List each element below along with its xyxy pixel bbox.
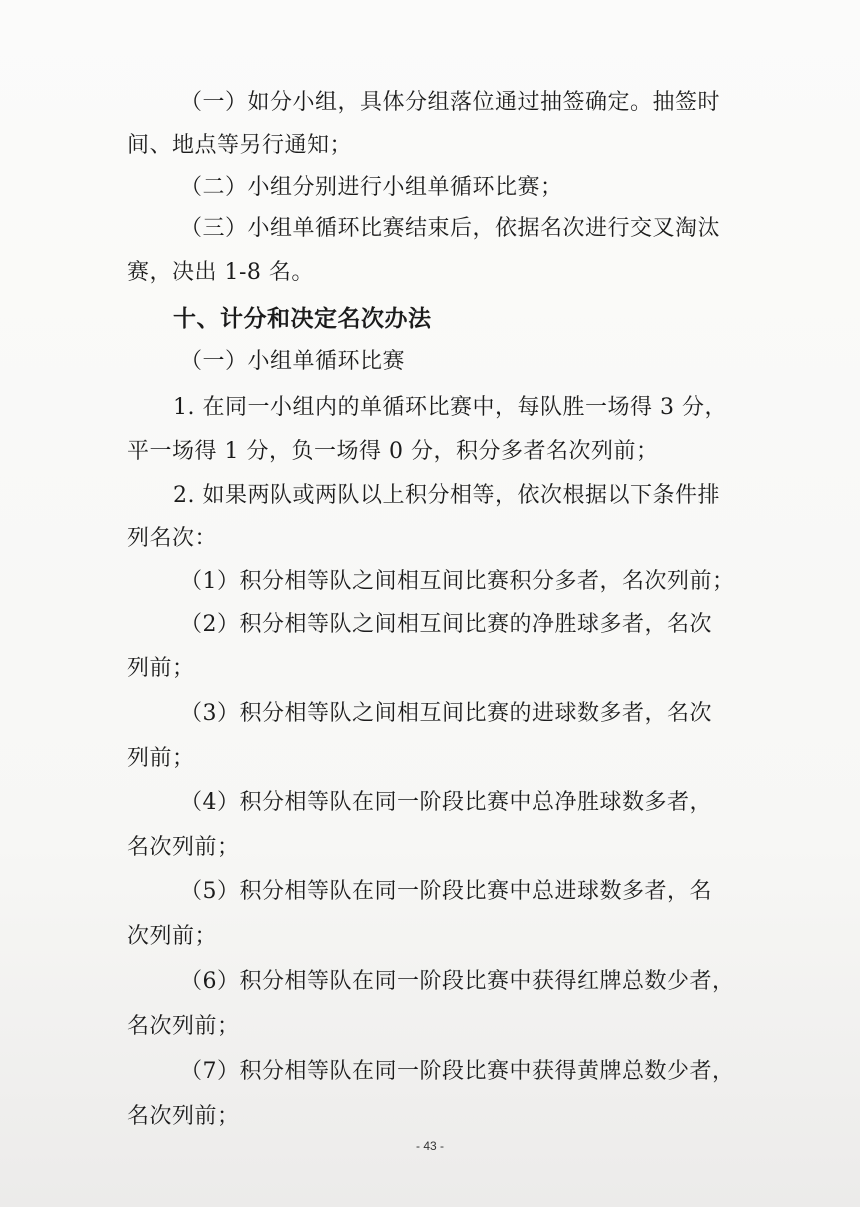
text-line: 2. 如果两队或两队以上积分相等，依次根据以下条件排	[173, 483, 720, 508]
text-line: 赛，决出 1-8 名。	[127, 260, 314, 285]
text-line: （3）积分相等队之间相互间比赛的进球数多者，名次	[180, 701, 712, 726]
text-line: 名次列前；	[127, 1104, 240, 1129]
text-line: （2）积分相等队之间相互间比赛的净胜球多者，名次	[180, 612, 712, 637]
text-line: （5）积分相等队在同一阶段比赛中总进球数多者，名	[180, 879, 712, 904]
subsection-heading: （一）小组单循环比赛	[180, 349, 406, 374]
page-number: - 43 -	[415, 1139, 444, 1153]
text-line: 名次列前；	[127, 1014, 240, 1039]
text-line: 次列前；	[127, 924, 218, 949]
text-line: 平一场得 1 分，负一场得 0 分，积分多者名次列前；	[127, 439, 659, 464]
text-line: （6）积分相等队在同一阶段比赛中获得红牌总数少者，	[180, 969, 735, 994]
text-line: （7）积分相等队在同一阶段比赛中获得黄牌总数少者，	[180, 1059, 735, 1084]
text-line: （三）小组单循环比赛结束后，依据名次进行交叉淘汰	[180, 216, 721, 241]
text-line: （1）积分相等队之间相互间比赛积分多者，名次列前；	[180, 569, 735, 594]
text-line: 1. 在同一小组内的单循环比赛中，每队胜一场得 3 分，	[173, 395, 727, 420]
text-line: 间、地点等另行通知；	[127, 133, 353, 158]
text-line: （4）积分相等队在同一阶段比赛中总净胜球数多者，	[180, 790, 712, 815]
section-heading: 十、计分和决定名次办法	[173, 306, 432, 332]
text-line: 列前；	[127, 746, 195, 771]
text-line: 列名次：	[127, 526, 218, 551]
text-line: 列前；	[127, 656, 195, 681]
text-line: （二）小组分别进行小组单循环比赛；	[180, 175, 563, 200]
text-line: （一）如分小组，具体分组落位通过抽签确定。抽签时	[180, 90, 721, 115]
text-line: 名次列前；	[127, 835, 240, 860]
